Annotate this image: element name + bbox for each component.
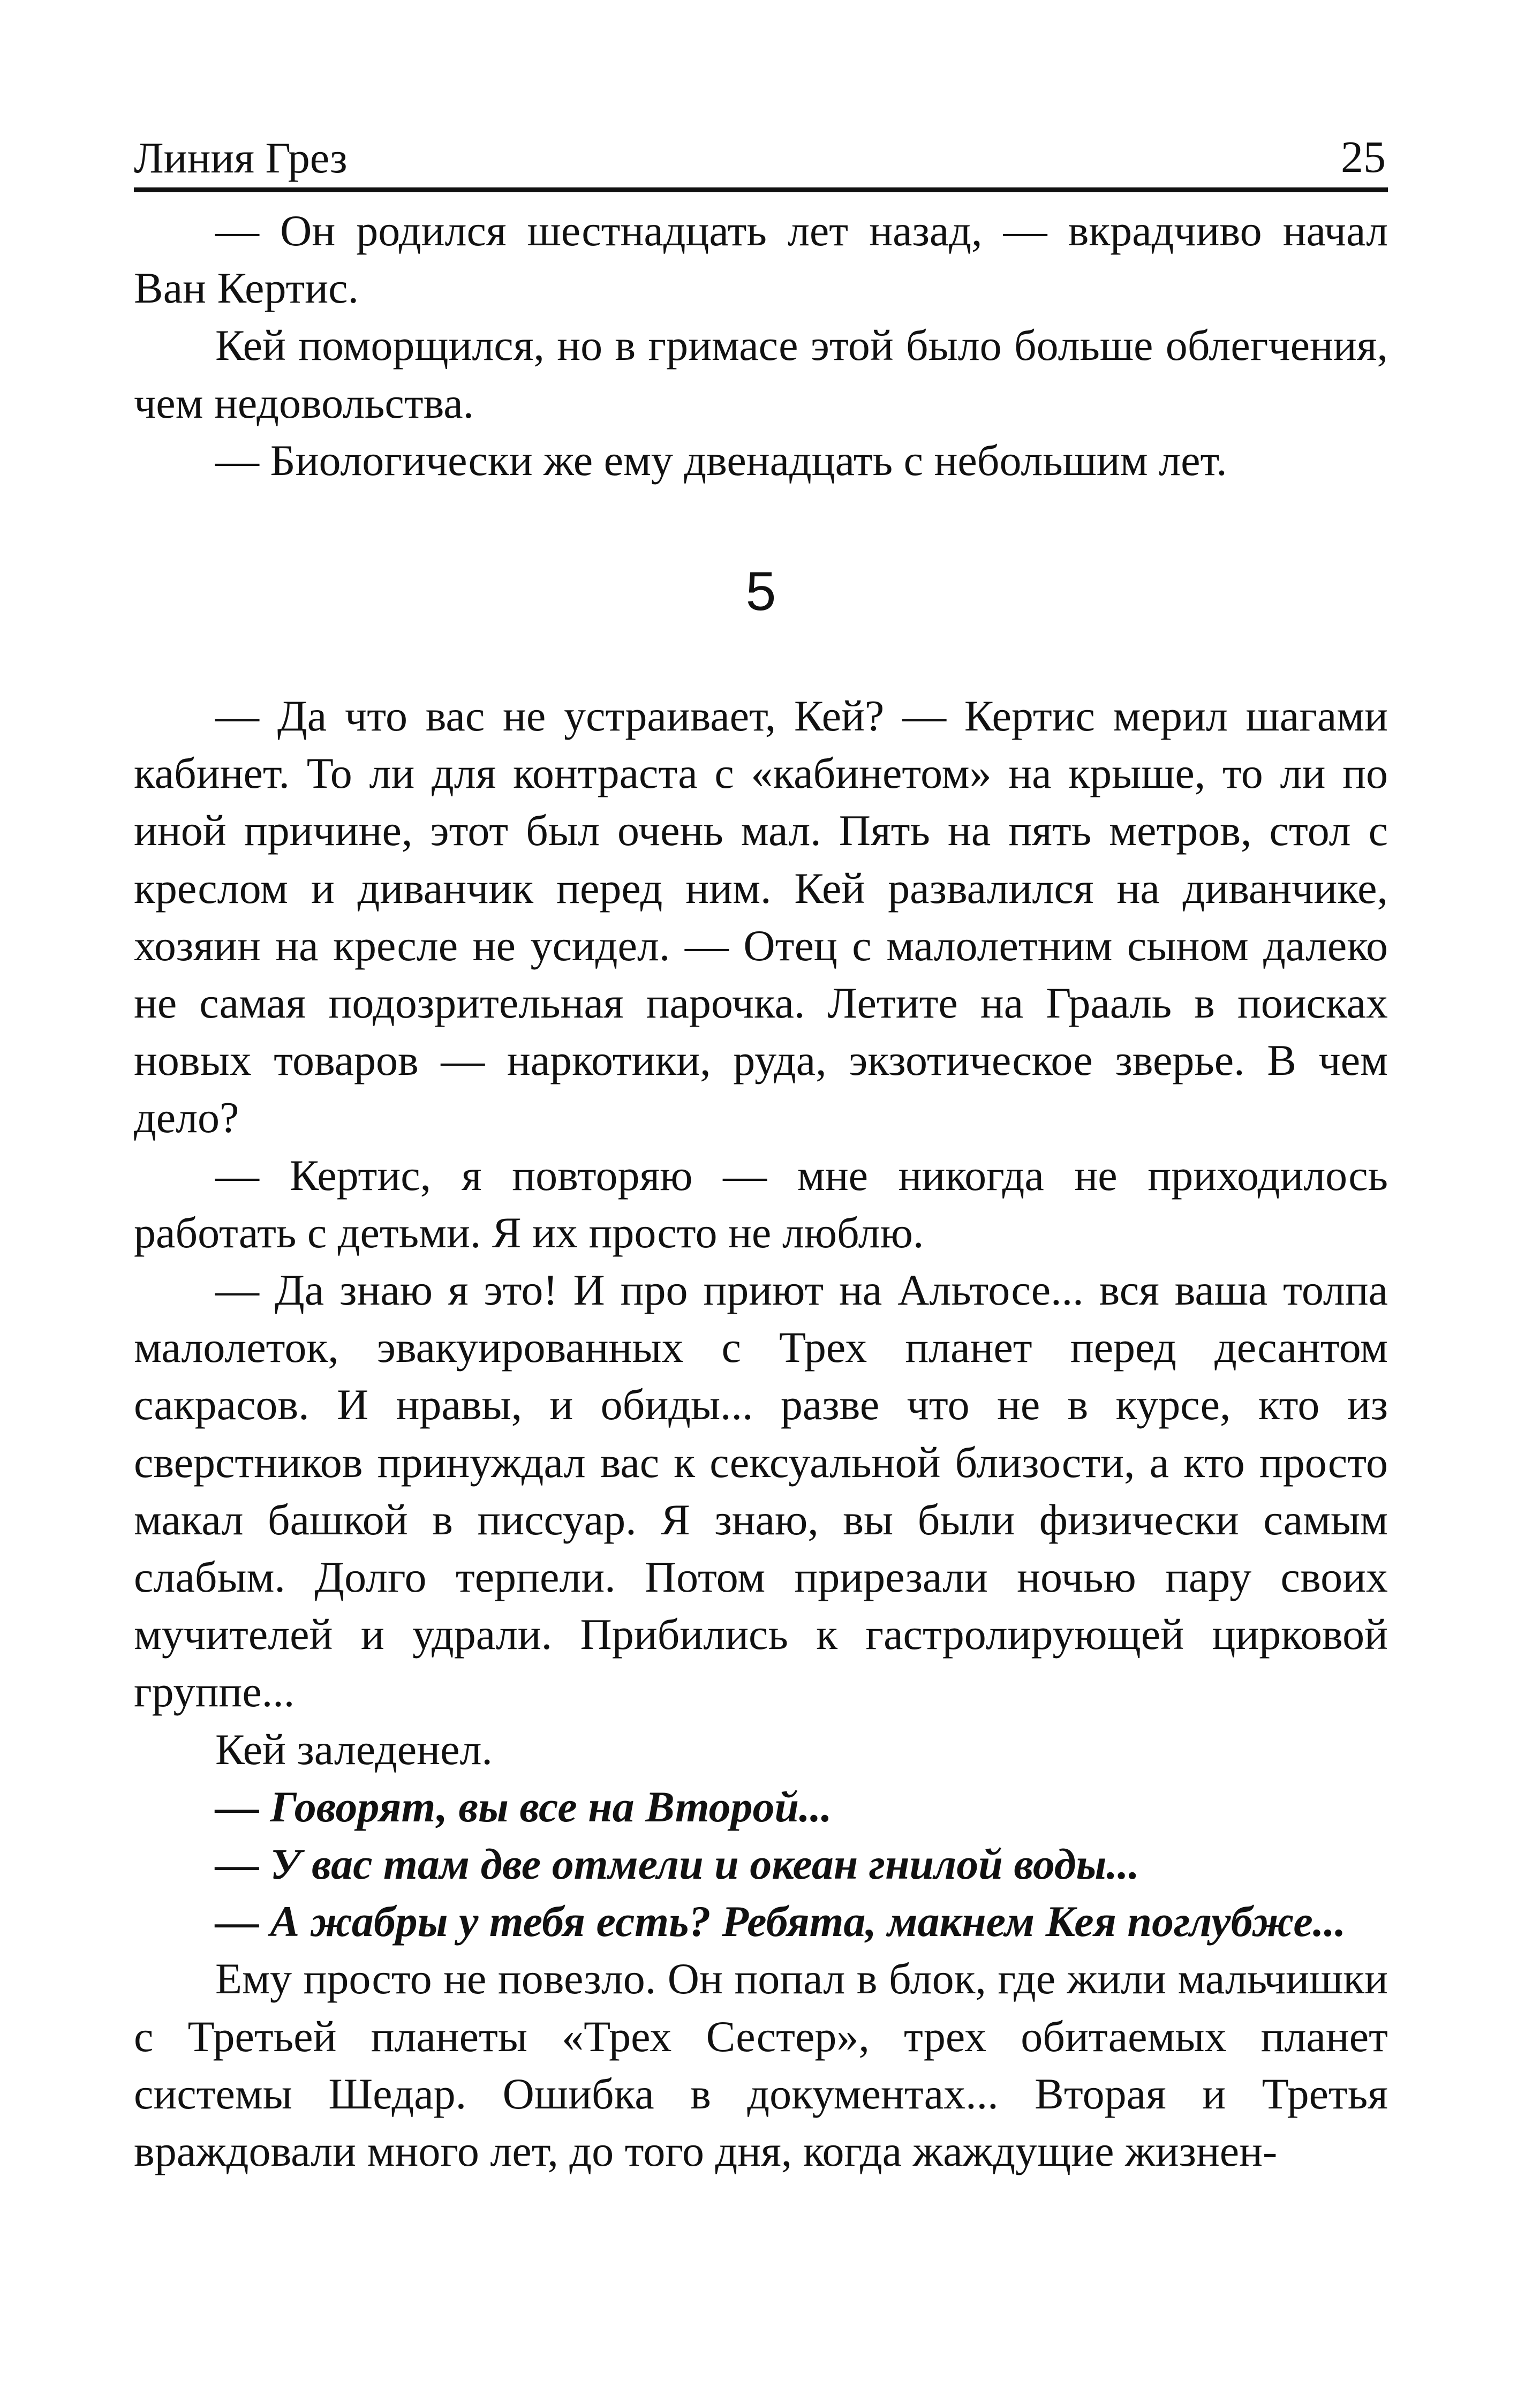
paragraph: — Да знаю я это! И про приют на Альтосе... вся ваша толпа малолеток, эвакуированных с Трех планет перед десантом сакрасов. И нравы, и обиды... разве что не в курсе, кто из сверстников принуждал вас к сексуальной близости, а кто просто макал башкой в писсуар. Я знаю, вы были физически самым слабым. Долго терпели. Потом прирезали ночью пару своих мучителей и удрали. Прибились к гастролирующей цирковой группе... xyxy=(134,1265,1388,1716)
italic-line: — А жабры у тебя есть? Ребята, макнем Кея поглубже... xyxy=(215,1897,1346,1946)
paragraph: — Да что вас не устраивает, Кей? — Кертис мерил шагами кабинет. То ли для контраста с «кабинетом» на крыше, то ли по иной причине, этот был очень мал. Пять на пять метров, стол с креслом и диванчик перед ним. Кей развалился на диванчике, хозяин на кресле не усидел. — Отец с малолетним сыном далеко не самая подозрительная парочка. Летите на Грааль в поисках новых товаров — наркотики, руда, экзотическое зверье. В чем дело? xyxy=(134,691,1388,1142)
paragraph: — Биологически же ему двенадцать с небольшим лет. xyxy=(215,435,1227,485)
book-page xyxy=(134,107,1388,2180)
paragraph: — Кертис, я повторяю — мне никогда не приходилось работать с детьми. Я их просто не люблю. xyxy=(134,1150,1388,1257)
paragraph: Ему просто не повезло. Он попал в блок, где жили мальчишки с Третьей планеты «Трех Сестер», трех обитаемых планет системы Шедар. Ошибка в документах... Вторая и Третья враждовали много лет, до того дня, когда жаждущие жизнен- xyxy=(134,1954,1388,2176)
paragraph: — Он родился шестнадцать лет назад, — вкрадчиво начал Ван Кертис. xyxy=(134,206,1388,313)
italic-line: — У вас там две отмели и океан гнилой воды... xyxy=(215,1840,1139,1889)
italic-line: — Говорят, вы все на Второй... xyxy=(215,1782,832,1831)
paragraph: Кей поморщился, но в гримасе этой было больше облегчения, чем недовольства. xyxy=(134,321,1388,427)
body-text xyxy=(134,202,1388,2180)
running-title: Линия Грез xyxy=(134,133,348,182)
page-header xyxy=(134,107,1388,192)
paragraph: Кей заледенел. xyxy=(215,1724,493,1774)
page-number: 25 xyxy=(1341,132,1386,182)
chapter-number: 5 xyxy=(745,561,776,622)
